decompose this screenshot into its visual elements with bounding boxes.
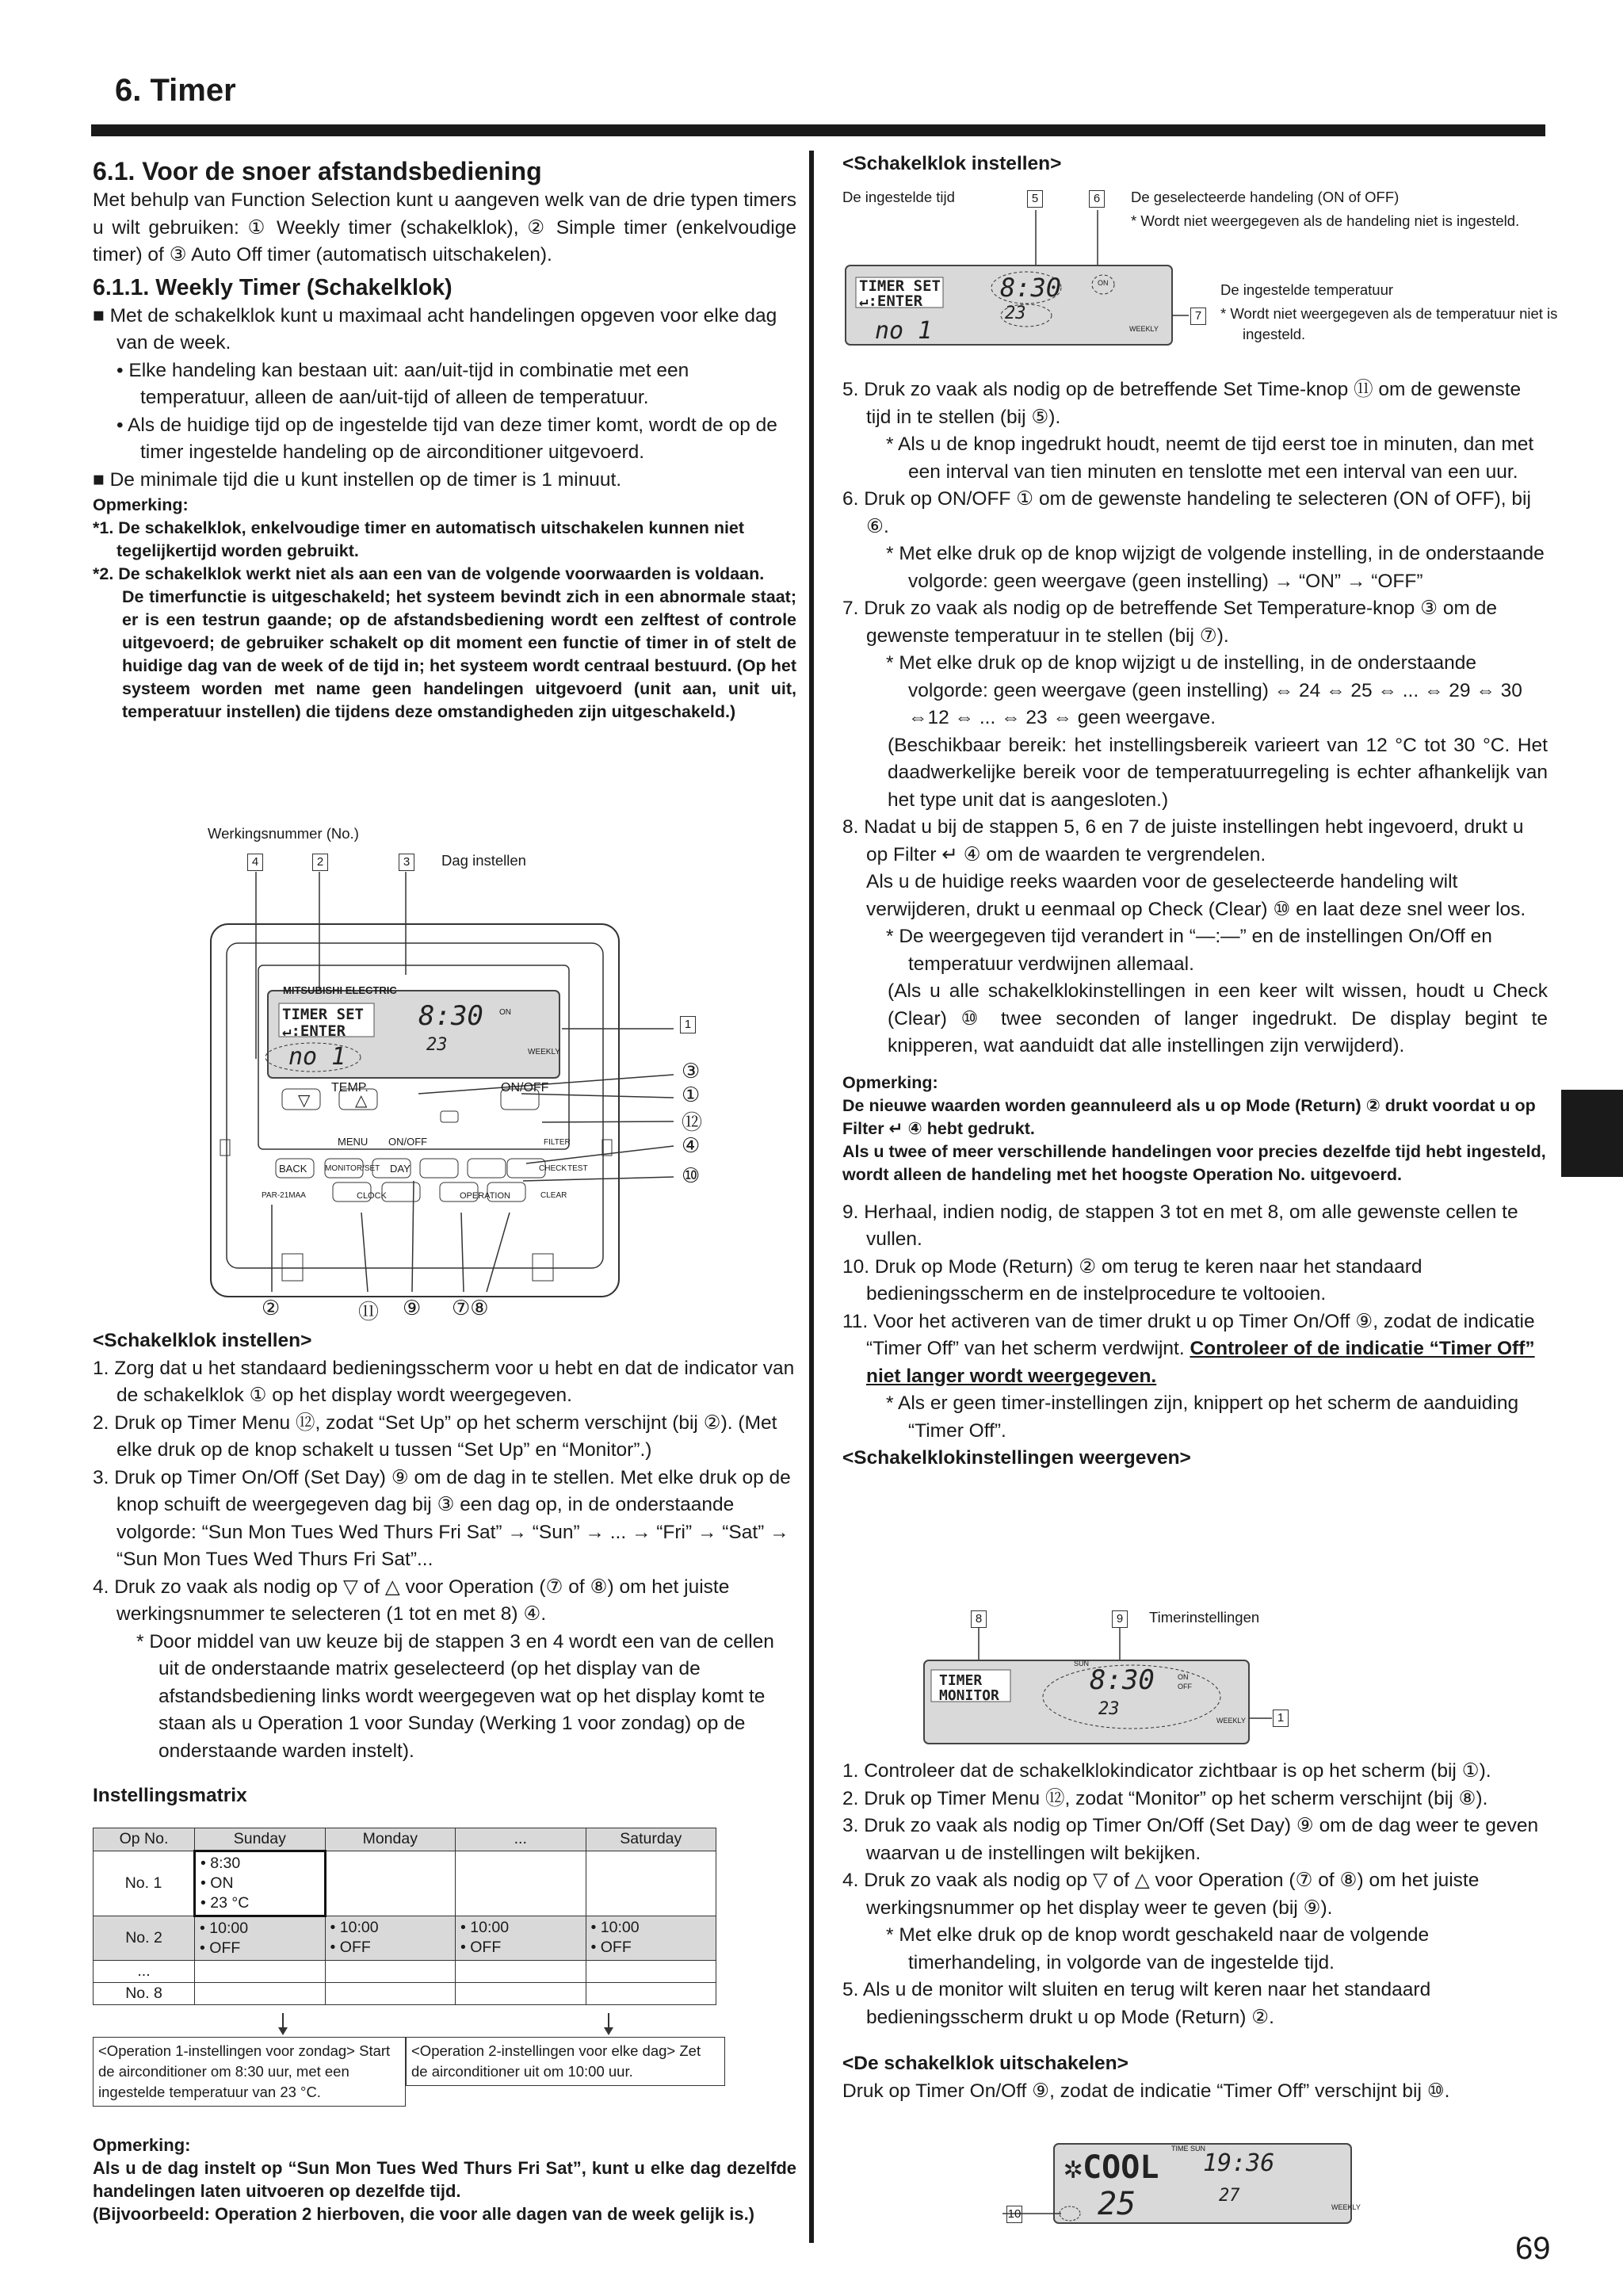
lcd-cool-weekly: WEEKLY — [1331, 2203, 1361, 2211]
monitor-step-3: 3. Druk zo vaak als nodig op Timer On/Off (Set Day) ⑨ om de dag weer te geven waarvan u de instellingen wilt bekijken. — [842, 1815, 1539, 1864]
step-5: 5. Druk zo vaak als nodig op de betreffende Set Time-knop ⑪ om de gewenste tijd in te stellen (bij ⑤). — [842, 379, 1522, 428]
callout-10: 10 — [1006, 2206, 1022, 2223]
matrix-row-label: No. 2 — [94, 1916, 195, 1961]
step-9: 9. Herhaal, indien nodig, de stappen 3 tot en met 8, om alle gewenste cellen te vullen. — [842, 1201, 1518, 1250]
lcd-set-temp: 27 — [1219, 2186, 1240, 2206]
left-lower — [93, 1328, 796, 1810]
matrix-cell — [586, 1851, 716, 1916]
intro-paragraph: Met behulp van Function Selection kunt u aangeven welk van de drie typen timers u wilt gebruiken: ① Weekly timer (schakelklok), ② Simple timer (enkelvoudige timer) of ③ Auto Off timer (automatisch uitschakelen). — [93, 189, 796, 266]
rc-onoff-label: ON/OFF — [501, 1081, 549, 1095]
rc-temp-label: TEMP. — [331, 1081, 369, 1095]
rc-brand: MITSUBISHI ELECTRIC — [283, 984, 397, 996]
operation-2-box: <Operation 2-instellingen voor elke dag> Zet de airconditioner uit om 10:00 uur. — [406, 2037, 725, 2086]
step-6: 6. Druk op ON/OFF ① om de gewenste handeling te selecteren (ON of OFF), bij ⑥. — [842, 488, 1531, 537]
operation-1-box: <Operation 1-instellingen voor zondag> Start de airconditioner om 8:30 uur, met een ingestelde temperatuur van 23 °C. — [93, 2037, 406, 2107]
monitor-step-5: 5. Als u de monitor wilt sluiten en terug wilt keren naar het standaard bedieningsscherm drukt u op Mode (Return) ②. — [842, 1979, 1431, 2028]
caption-handeling-note: * Wordt niet weergegeven als de handeling niet is ingesteld. — [1131, 212, 1520, 229]
rc-temp-up-button[interactable]: △ — [355, 1092, 368, 1110]
uitschakelen-heading: <De schakelklok uitschakelen> — [842, 2053, 1128, 2074]
step-11: 11. Voor het activeren van de timer drukt u op Timer On/Off ⑨, zodat de indicatie “Timer Off” van het scherm verdwijnt. Controleer of de indicatie “Timer Off” niet langer wordt weergegeven. — [842, 1310, 1535, 1387]
left-note-2: Opmerking: Als u de dag instelt op “Sun Mon Tues Wed Thurs Fri Sat”, kunt u elke dag dezelfde handelingen laten uitvoeren op dezelfde tijd. (Bijvoorbeeld: Operation 2 hierboven, die voor alle dagen van de week gelijk is.) — [93, 2135, 796, 2224]
note-2: *2. De schakelklok werkt niet als aan een van de volgende voorwaarden is voldaan. — [93, 564, 765, 583]
step-4: 4. Druk zo vaak als nodig op ▽ of △ voor Operation (⑦ of ⑧) om het juiste werkingsnummer te selecteren (1 tot en met 8) ④. — [93, 1576, 730, 1625]
schakelklok-heading: <Schakelklok instellen> — [93, 1330, 312, 1351]
lcd-sun: SUN — [1074, 1660, 1090, 1668]
step-1: 1. Zorg dat u het standaard bedieningsscherm voor u hebt en dat de indicator van de schakelklok ① op het display wordt weergegeven. — [93, 1357, 795, 1406]
note-heading: Opmerking: — [93, 495, 189, 514]
lcd-monitor-time: 8:30 — [1090, 1664, 1155, 1696]
matrix-header: ... — [456, 1828, 586, 1851]
callout-right-1b: ① — [682, 1083, 701, 1106]
settings-matrix — [93, 1828, 716, 2005]
section-heading-611: 6.1. Voor de snoer afstandsbediening — [93, 157, 542, 185]
header-rule — [91, 124, 1545, 136]
callout-8: 8 — [971, 1610, 987, 1628]
matrix-cell: • 10:00 • OFF — [456, 1916, 586, 1961]
callout-bottom-11: ⑪ — [358, 1300, 380, 1324]
caption-temperatuur: De ingestelde temperatuur — [1220, 281, 1394, 298]
rc-check-button[interactable]: CHECK — [539, 1164, 567, 1173]
callout-right-3: ③ — [682, 1059, 701, 1083]
rc-lcd-on: ON — [499, 1008, 511, 1017]
rc-day-button[interactable]: DAY — [390, 1163, 411, 1175]
bullet-2: ■ De minimale tijd die u kunt instellen op de timer is 1 minuut. — [93, 468, 622, 491]
callout-7: 7 — [1190, 308, 1206, 325]
monitor-step-2: 2. Druk op Timer Menu ⑫, zodat “Monitor” op het scherm verschijnt (bij ⑧). — [842, 1787, 1488, 1809]
matrix-cell-selected: • 8:30 • ON • 23 °C — [195, 1851, 325, 1916]
callout-bottom-9: ⑨ — [403, 1296, 422, 1320]
column-divider — [809, 151, 814, 2243]
caption-timerinstellingen: Timerinstellingen — [1149, 1609, 1260, 1626]
matrix-header: Sunday — [195, 1828, 325, 1851]
right-note: Opmerking: De nieuwe waarden worden geannuleerd als u op Mode (Return) ② drukt voordat u op Filter ↵ ④ hebt gedrukt. Als u twee of meer verschillende handelingen voor precies dezelfde tijd hebt ingesteld, wordt alleen de handeling met het hoogste Operation No. uitgevoerd. — [842, 1072, 1546, 1184]
matrix-header: Op No. — [94, 1828, 195, 1851]
matrix-row-label: ... — [94, 1961, 195, 1983]
rc-lcd-weekly: WEEKLY — [528, 1048, 560, 1056]
note-2-detail: De timerfunctie is uitgeschakeld; het systeem bevindt zich in een abnormale staat; er is een testrun gaande; op de afstandsbediening wordt een zelftest of controle uitgevoerd; de gebruiker schakelt op dit moment een functie of timer in of stelt de huidige dag van de week of de tijd in; het systeem wordt centraal bestuurd. (Op het systeem worden met name geen handelingen uitgevoerd (unit aan, unit uit, temperatuur instellen) die tijdens deze omstandigheden zijn uitgeschakeld.) — [122, 587, 796, 721]
step-6-note: * Met elke druk op de knop wijzigt de volgende instelling, in de onderstaande volgorde: geen weergave (geen instelling) → “ON” → “OFF” — [886, 543, 1545, 592]
matrix-cell — [325, 1851, 455, 1916]
matrix-row-label: No. 8 — [94, 1983, 195, 2005]
matrix-cell: • 10:00 • OFF — [195, 1916, 325, 1961]
lcd-on-off: ON OFF — [1178, 1673, 1192, 1690]
rc-lcd-timerset: TIMER SET ↵:ENTER — [282, 1006, 364, 1040]
rc-clear-label: CLEAR — [540, 1191, 567, 1200]
callout-9: 9 — [1112, 1610, 1128, 1628]
rc-menu-label: MENU — [338, 1136, 369, 1148]
caption-dag-instellen: Dag instellen — [441, 852, 526, 869]
callout-right-1: 1 — [680, 1015, 696, 1033]
step-2: 2. Druk op Timer Menu ⑫, zodat “Set Up” op het scherm verschijnt (bij ②). (Met elke druk op de knop schakelt u tussen “Set Up” en “Monitor”.) — [93, 1412, 777, 1461]
rc-monitor-button[interactable]: MONITOR/SET — [325, 1164, 380, 1173]
left-column — [93, 155, 796, 724]
matrix-heading: Instellingsmatrix — [93, 1785, 247, 1806]
lcd-timerset-text: TIMER SET ↵:ENTER — [859, 277, 941, 310]
callout-bottom-2: ② — [262, 1296, 281, 1320]
right-lower — [842, 1758, 1548, 2105]
matrix-row-label: No. 1 — [94, 1851, 195, 1916]
caption-ingestelde-tijd: De ingestelde tijd — [842, 189, 955, 205]
page-title: 6. Timer — [115, 73, 236, 108]
caption-werkingsnummer: Werkingsnummer (No.) — [208, 825, 359, 842]
note-1: *1. De schakelklok, enkelvoudige timer en automatisch uitschakelen kunnen niet tegelijkertijd worden gebruikt. — [93, 518, 745, 560]
weergeven-heading: <Schakelklokinstellingen weergeven> — [842, 1447, 1191, 1469]
callout-6: 6 — [1089, 190, 1105, 208]
rc-lcd-time: 8:30 — [418, 1000, 483, 1032]
callout-right-4: ④ — [682, 1133, 701, 1157]
lcd-monitor-temp: 23 — [1098, 1699, 1120, 1719]
rc-clock-label: CLOCK — [357, 1191, 387, 1201]
rc-lcd-number: no 1 — [288, 1043, 346, 1071]
callout-3: 3 — [399, 854, 414, 871]
remote-control-figure — [206, 864, 729, 1308]
caption-handeling: De geselecteerde handeling (ON of OFF) — [1131, 189, 1400, 205]
lcd-timer-monitor: TIMER MONITOR — [939, 1672, 999, 1704]
lcd-clock: 19:36 — [1203, 2149, 1275, 2177]
callout-1-monitor: 1 — [1273, 1710, 1289, 1727]
rc-filter-label: FILTER — [544, 1138, 571, 1147]
bullet-1b: • Als de huidige tijd op de ingestelde tijd van deze timer komt, wordt de op de timer ingestelde handeling op de airconditioner uitgevoerd. — [116, 414, 777, 463]
lcd-time-sun: TIME SUN — [1171, 2145, 1206, 2153]
rc-back-button[interactable]: BACK — [279, 1163, 307, 1175]
lcd-cool-figure — [1002, 2140, 1399, 2227]
step-10: 10. Druk op Mode (Return) ② om terug te keren naar het standaard bedieningsscherm en de instelprocedure te voltooien. — [842, 1255, 1423, 1305]
bullet-1: ■ Met de schakelklok kunt u maximaal acht handelingen opgeven voor elke dag van de week. — [93, 304, 777, 353]
step-8-clear: Als u de huidige reeks waarden voor de geselecteerde handeling wilt verwijderen, drukt u eenmaal op Check (Clear) ⑩ en laat deze snel weer los. — [866, 871, 1526, 920]
lcd-on-right: ON — [1098, 279, 1109, 287]
monitor-step-4-note: * Met elke druk op de knop wordt geschakeld naar de volgende timerhandeling, in volgorde van de ingestelde tijd. — [886, 1924, 1430, 1973]
rc-temp-down-button[interactable]: ▽ — [298, 1092, 311, 1110]
lcd-number-right: no 1 — [875, 317, 933, 345]
step-11-note: * Als er geen timer-instellingen zijn, knippert op het scherm de aanduiding “Timer Off”. — [886, 1392, 1519, 1442]
callout-5: 5 — [1027, 190, 1043, 208]
callout-2: 2 — [312, 854, 328, 871]
right-column — [842, 376, 1548, 1473]
lcd-cool-mode: ✲COOL — [1064, 2149, 1159, 2186]
monitor-step-1: 1. Controleer dat de schakelklokindicator zichtbaar is op het scherm (bij ①). — [842, 1760, 1491, 1782]
lcd-room-temp: 25 — [1098, 2186, 1136, 2222]
step-7: 7. Druk zo vaak als nodig op de betreffende Set Temperature-knop ③ om de gewenste temperatuur in te stellen (bij ⑦). — [842, 598, 1497, 647]
right-heading: <Schakelklok instellen> — [842, 153, 1062, 174]
callout-4: 4 — [247, 854, 263, 871]
monitor-step-4: 4. Druk zo vaak als nodig op ▽ of △ voor Operation (⑦ of ⑧) om het juiste werkingsnummer op het display weer te geven (bij ⑨). — [842, 1870, 1480, 1919]
step-4-note: * Door middel van uw keuze bij de stappen 3 en 4 wordt een van de cellen uit de onderstaande matrix geselecteerd (op het display van de afstandsbediening links wordt weergegeven wat op het display komt te staan als u Operation 1 voor Sunday (Werking 1 voor zondag) op de onderstaande warden instelt). — [136, 1630, 774, 1762]
section-tab — [1561, 1090, 1623, 1177]
lcd-weekly-right: WEEKLY — [1129, 325, 1159, 333]
matrix-arrows — [93, 2013, 727, 2037]
section-heading-6111: 6.1.1. Weekly Timer (Schakelklok) — [93, 274, 453, 300]
lcd-temp-right: 23 — [1005, 304, 1026, 323]
rc-operation-label: OPERATION — [460, 1191, 510, 1201]
step-8-note2: (Als u alle schakelklokinstellingen in een keer wilt wissen, houdt u Check (Clear) ⑩ twee seconden of langer ingedrukt. De display begint te knipperen, wat aanduidt dat alle instellingen zijn verwijderd). — [888, 980, 1548, 1056]
rc-model: PAR-21MAA — [262, 1191, 306, 1200]
matrix-cell — [456, 1851, 586, 1916]
bullet-1a: • Elke handeling kan bestaan uit: aan/uit-tijd in combinatie met een temperatuur, alleen de aan/uit-tijd of alleen de temperatuur. — [116, 359, 689, 408]
step-7-note: * Met elke druk op de knop wijzigt u de instelling, in de onderstaande volgorde: geen weergave (geen instelling) ⇔ 24 ⇔ 25 ⇔ ... ⇔ 29 ⇔ 30 ⇔12 ⇔ ... ⇔ 23 ⇔ geen weergave. — [886, 652, 1522, 728]
step-8-note: * De weergegeven tijd verandert in “—:—” en de instellingen On/Off en temperatuur verdwijnen allemaal. — [886, 926, 1492, 975]
caption-temperatuur-note: * Wordt niet weergegeven als de temperatuur niet is ingesteld. — [1220, 305, 1558, 342]
step-8: 8. Nadat u bij de stappen 5, 6 en 7 de juiste instellingen hebt ingevoerd, drukt u op Filter ↵ ④ om de waarden te vergrendelen. — [842, 816, 1524, 865]
uitschakelen-text: Druk op Timer On/Off ⑨, zodat de indicatie “Timer Off” verschijnt bij ⑩. — [842, 2080, 1450, 2102]
rc-lcd-temp: 23 — [426, 1035, 448, 1055]
matrix-header: Saturday — [586, 1828, 716, 1851]
step-3: 3. Druk op Timer On/Off (Set Day) ⑨ om de dag in te stellen. Met elke druk op de knop schuift de weergegeven dag bij ③ een dag op, in de onderstaande volgorde: “Sun Mon Tues Wed Thurs Fri Sat” → “Sun” → ... → “Fri” → “Sat” → “Sun Mon Tues Wed Thurs Fri Sat”... — [93, 1466, 791, 1570]
matrix-header: Monday — [325, 1828, 455, 1851]
page-number: 69 — [1515, 2231, 1551, 2266]
callout-bottom-78: ⑦⑧ — [452, 1296, 489, 1320]
matrix-cell: • 10:00 • OFF — [325, 1916, 455, 1961]
rc-onoff2-label: ON/OFF — [388, 1136, 428, 1148]
lcd-time-right: 8:30 — [1000, 273, 1062, 303]
rc-test-button[interactable]: TEST — [567, 1164, 588, 1173]
callout-right-12: ⑫ — [682, 1110, 703, 1134]
lcd-monitor-weekly: WEEKLY — [1216, 1717, 1246, 1725]
matrix-cell: • 10:00 • OFF — [586, 1916, 716, 1961]
step-5-note: * Als u de knop ingedrukt houdt, neemt de tijd eerst toe in minuten, dan met een interval van tien minuten en tenslotte met een interval van een uur. — [886, 434, 1534, 483]
callout-right-10: ⑩ — [682, 1163, 701, 1187]
step-7-range: (Beschikbaar bereik: het instellingsbereik varieert van 12 °C tot 30 °C. Het daadwerkelijke bereik voor de temperatuurregeling is echter afhankelijk van het type unit dat is aangesloten.) — [888, 734, 1548, 811]
